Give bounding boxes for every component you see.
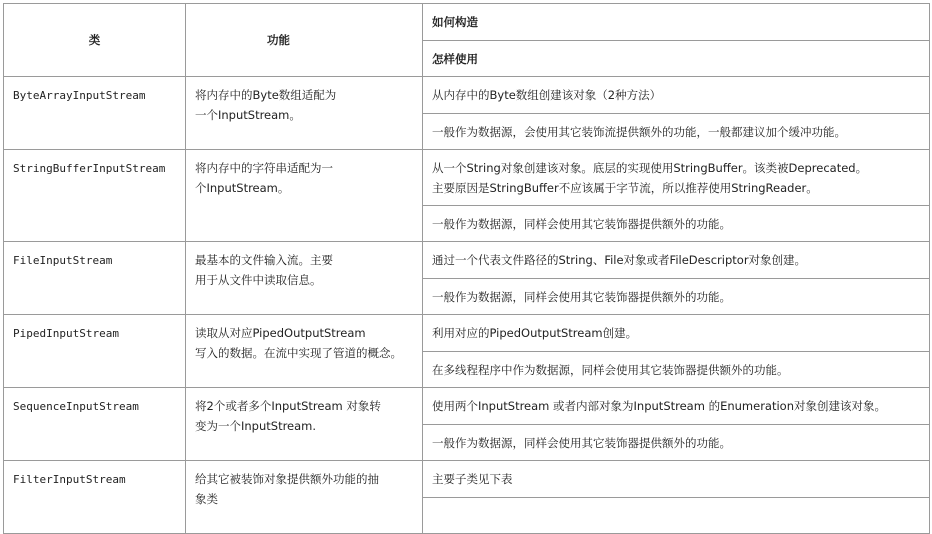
function-cell <box>186 461 423 534</box>
class-name-cell: StringBufferInputStream <box>4 150 186 242</box>
function-line: 用于从文件中读取信息。 <box>195 273 322 287</box>
function-cell <box>186 315 423 388</box>
header-class: 类 <box>4 4 186 77</box>
function-line: 写入的数据。在流中实现了管道的概念。 <box>195 346 402 360</box>
usage-cell: 一般作为数据源，同样会使用其它装饰器提供额外的功能。 <box>423 425 930 461</box>
construct-cell <box>423 77 930 114</box>
table-row <box>4 388 930 425</box>
table-row <box>4 150 930 206</box>
class-name-cell: FilterInputStream <box>4 461 186 534</box>
function-line: 给其它被装饰对象提供额外功能的抽 <box>195 472 379 486</box>
function-line: 象类 <box>195 492 218 506</box>
function-line: 个InputStream。 <box>195 181 290 195</box>
construct-cell <box>423 150 930 206</box>
table-body <box>4 4 930 534</box>
function-line: 变为一个InputStream. <box>195 419 317 433</box>
class-name-cell: ByteArrayInputStream <box>4 77 186 150</box>
table-row <box>4 315 930 352</box>
function-cell <box>186 150 423 242</box>
usage-cell <box>423 498 930 534</box>
construct-cell <box>423 242 930 279</box>
table-row <box>4 242 930 279</box>
class-name-cell: PipedInputStream <box>4 315 186 388</box>
function-cell <box>186 388 423 461</box>
construct-line: 主要子类见下表 <box>432 472 513 486</box>
function-line: 一个InputStream。 <box>195 108 301 122</box>
usage-cell: 一般作为数据源，同样会使用其它装饰器提供额外的功能。 <box>423 206 930 242</box>
header-usage: 怎样使用 <box>423 41 930 77</box>
construct-line: 使用两个InputStream 或者内部对象为InputStream 的Enumeration对象创建该对象。 <box>432 399 887 413</box>
function-line: 读取从对应PipedOutputStream <box>195 326 366 340</box>
construct-line: 从内存中的Byte数组创建该对象（2种方法） <box>432 88 662 102</box>
usage-cell: 在多线程程序中作为数据源，同样会使用其它装饰器提供额外的功能。 <box>423 352 930 388</box>
usage-cell: 一般作为数据源，会使用其它装饰流提供额外的功能，一般都建议加个缓冲功能。 <box>423 114 930 150</box>
function-cell <box>186 77 423 150</box>
input-stream-table <box>3 3 930 534</box>
function-line: 最基本的文件输入流。主要 <box>195 253 333 267</box>
table-row <box>4 77 930 114</box>
construct-line: 从一个String对象创建该对象。底层的实现使用StringBuffer。该类被Deprecated。 <box>432 161 868 175</box>
function-cell <box>186 242 423 315</box>
header-function: 功能 <box>186 4 423 77</box>
class-name-cell: SequenceInputStream <box>4 388 186 461</box>
class-name-cell: FileInputStream <box>4 242 186 315</box>
function-line: 将内存中的字符串适配为一 <box>195 161 333 175</box>
construct-line: 利用对应的PipedOutputStream创建。 <box>432 326 638 340</box>
construct-line: 主要原因是StringBuffer不应该属于字节流，所以推荐使用StringReader。 <box>432 181 818 195</box>
construct-cell <box>423 315 930 352</box>
function-line: 将内存中的Byte数组适配为 <box>195 88 337 102</box>
construct-line: 通过一个代表文件路径的String、File对象或者FileDescriptor对象创建。 <box>432 253 807 267</box>
usage-cell: 一般作为数据源，同样会使用其它装饰器提供额外的功能。 <box>423 279 930 315</box>
construct-cell <box>423 388 930 425</box>
function-line: 将2个或者多个InputStream 对象转 <box>195 399 381 413</box>
header-row <box>4 4 930 41</box>
construct-cell <box>423 461 930 498</box>
table-row <box>4 461 930 498</box>
header-construct: 如何构造 <box>423 4 930 41</box>
